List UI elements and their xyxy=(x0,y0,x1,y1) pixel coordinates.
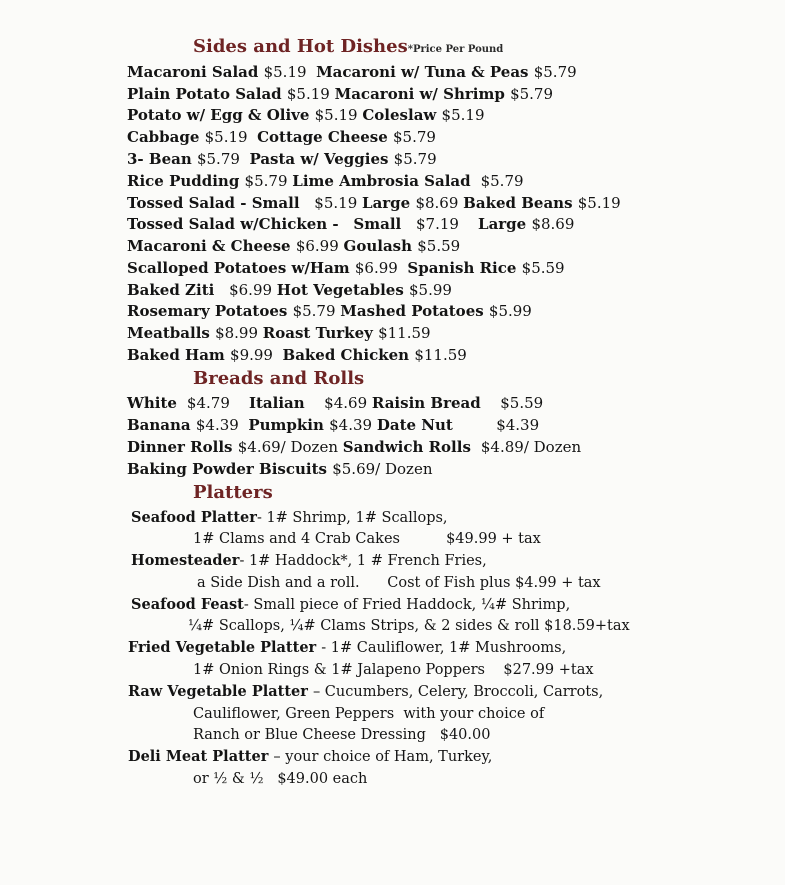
item-detail: $5.79 xyxy=(533,63,577,81)
menu-line xyxy=(131,595,570,615)
item-name: Baked Ham xyxy=(127,346,231,364)
item-name: Hot Vegetables xyxy=(276,281,410,299)
menu-line xyxy=(128,682,603,702)
item-detail: $8.69 xyxy=(531,215,575,233)
item-detail: $5.79 xyxy=(292,302,341,320)
item-detail: a Side Dish and a roll. Cost of Fish plus $4.99 + tax xyxy=(197,575,601,591)
menu-line xyxy=(127,301,532,321)
menu-line xyxy=(127,214,574,234)
item-detail: $11.59 xyxy=(414,346,467,364)
item-name: Macaroni Salad xyxy=(127,63,264,81)
item-name: Pumpkin xyxy=(248,416,330,434)
item-detail: $5.79 xyxy=(393,128,436,146)
item-detail: ¼# Scallops, ¼# Clams Strips, & 2 sides & roll $18.59+tax xyxy=(188,618,630,634)
item-detail: $5.79 xyxy=(510,85,554,103)
menu-line xyxy=(193,660,594,680)
item-name: Large xyxy=(478,215,532,233)
menu-line xyxy=(131,508,448,528)
item-name: 3- Bean xyxy=(127,150,197,168)
item-detail: $5.19 xyxy=(204,128,258,146)
item-detail: $5.79 xyxy=(196,150,250,168)
item-detail: - Small piece of Fried Haddock, ¼# Shrimp, xyxy=(243,597,571,613)
item-name: Fried Vegetable Platter xyxy=(128,639,322,656)
item-name: Baked Ziti xyxy=(127,281,220,299)
item-name: White xyxy=(127,394,183,412)
price-per-pound-note: *Price Per Pound xyxy=(407,44,504,55)
item-detail: or ½ & ½ $49.00 each xyxy=(193,771,368,787)
item-detail: $11.59 xyxy=(378,324,431,342)
item-detail: - 1# Haddock*, 1 # French Fries, xyxy=(239,553,487,569)
item-detail: $5.99 xyxy=(409,281,452,299)
item-name: Rice Pudding xyxy=(127,172,245,190)
item-name: Date Nut xyxy=(376,416,459,434)
item-name: Plain Potato Salad xyxy=(127,85,287,103)
item-detail: $4.69 xyxy=(309,394,372,412)
menu-line xyxy=(127,84,553,104)
menu-line xyxy=(193,529,541,549)
item-name: Macaroni w/ Tuna & Peas xyxy=(316,63,534,81)
menu-line xyxy=(188,616,630,636)
item-name: Macaroni & Cheese xyxy=(127,237,296,255)
menu-line xyxy=(193,725,490,745)
item-name: Coleslaw xyxy=(362,106,442,124)
item-name: Tossed Salad w/Chicken - xyxy=(127,215,344,233)
item-detail: $6.99 xyxy=(354,259,408,277)
item-name: Large xyxy=(362,194,416,212)
item-name: Italian xyxy=(248,394,310,412)
item-detail: $5.59 xyxy=(521,259,565,277)
item-name: Homesteader xyxy=(131,552,240,569)
item-name: Goulash xyxy=(343,237,418,255)
item-name: Potato w/ Egg & Olive xyxy=(127,106,315,124)
item-detail xyxy=(344,215,354,233)
item-name: Spanish Rice xyxy=(407,259,522,277)
item-name: Mashed Potatoes xyxy=(340,302,489,320)
menu-line xyxy=(128,747,492,767)
item-name: Cabbage xyxy=(127,128,205,146)
item-detail: $6.99 xyxy=(295,237,344,255)
item-detail: $5.19 xyxy=(441,106,485,124)
item-detail: $8.99 xyxy=(215,324,263,342)
menu-line xyxy=(127,393,543,413)
menu-line xyxy=(193,704,544,724)
menu-line xyxy=(128,638,566,658)
item-detail: $5.79 xyxy=(475,172,524,190)
sides-heading-text: Sides and Hot Dishes xyxy=(193,36,408,57)
item-name: Pasta w/ Veggies xyxy=(249,150,394,168)
item-detail: – your choice of Ham, Turkey, xyxy=(273,749,493,765)
menu-line xyxy=(127,323,431,343)
item-detail: $5.19 xyxy=(314,106,363,124)
platters-heading: Platters xyxy=(193,482,273,503)
item-name: Seafood Platter xyxy=(131,509,257,526)
menu-line xyxy=(127,62,577,82)
item-detail: Ranch or Blue Cheese Dressing $40.00 xyxy=(193,727,491,743)
item-detail: $5.19 xyxy=(577,194,621,212)
item-name: Scalloped Potatoes w/Ham xyxy=(127,259,355,277)
item-name: Baked Chicken xyxy=(282,346,415,364)
menu-line xyxy=(127,193,621,213)
item-detail: $5.79 xyxy=(244,172,293,190)
item-detail: $5.19 xyxy=(286,85,335,103)
item-name: Macaroni w/ Shrimp xyxy=(334,85,511,103)
menu-line xyxy=(127,236,460,256)
sides-heading xyxy=(193,36,503,61)
menu-line xyxy=(127,415,539,435)
menu-line xyxy=(131,551,487,571)
menu-line xyxy=(127,127,436,147)
item-detail: $4.39 xyxy=(458,416,540,434)
item-name: Lime Ambrosia Salad xyxy=(292,172,476,190)
item-detail: $5.59 xyxy=(417,237,461,255)
item-detail: - 1# Shrimp, 1# Scallops, xyxy=(256,510,448,526)
item-name: Baking Powder Biscuits xyxy=(127,460,333,478)
item-detail: $4.39 xyxy=(329,416,377,434)
menu-line xyxy=(197,573,601,593)
menu-line xyxy=(193,769,367,789)
item-name: Raw Vegetable Platter xyxy=(128,683,313,700)
item-detail: $5.79 xyxy=(393,150,437,168)
item-detail: $4.39 xyxy=(195,416,249,434)
item-name: Dinner Rolls xyxy=(127,438,238,456)
item-name: Meatballs xyxy=(127,324,216,342)
item-detail: $5.19 xyxy=(304,194,363,212)
item-detail: $8.69 xyxy=(415,194,464,212)
item-name: Small xyxy=(353,215,407,233)
item-detail: $4.79 xyxy=(182,394,249,412)
item-name: Baked Beans xyxy=(463,194,578,212)
item-name: Tossed Salad - Small xyxy=(127,194,305,212)
item-name: Raisin Bread xyxy=(371,394,486,412)
item-detail: $5.59 xyxy=(485,394,544,412)
item-detail: – Cucumbers, Celery, Broccoli, Carrots, xyxy=(312,684,604,700)
item-name: Deli Meat Platter xyxy=(128,748,274,765)
item-name: Cottage Cheese xyxy=(257,128,394,146)
item-name: Rosemary Potatoes xyxy=(127,302,293,320)
item-name: Roast Turkey xyxy=(262,324,379,342)
item-name: Seafood Feast xyxy=(131,596,244,613)
item-detail: 1# Onion Rings & 1# Jalapeno Poppers $27.99 +tax xyxy=(193,662,594,678)
menu-line xyxy=(127,345,467,365)
menu-line xyxy=(127,459,432,479)
menu-line xyxy=(127,149,437,169)
item-name: Sandwich Rolls xyxy=(342,438,477,456)
item-detail: $5.69/ Dozen xyxy=(332,460,433,478)
item-detail: $5.99 xyxy=(488,302,532,320)
item-detail: - 1# Cauliflower, 1# Mushrooms, xyxy=(321,640,567,656)
item-detail: 1# Clams and 4 Crab Cakes $49.99 + tax xyxy=(193,531,541,547)
item-detail: $6.99 xyxy=(219,281,277,299)
breads-heading: Breads and Rolls xyxy=(193,368,365,389)
item-name: Banana xyxy=(127,416,196,434)
item-detail: Cauliflower, Green Peppers with your choice of xyxy=(193,706,545,722)
menu-line xyxy=(127,105,485,125)
menu-line xyxy=(127,258,565,278)
item-detail: $7.19 xyxy=(406,215,479,233)
menu-line xyxy=(127,437,581,457)
menu-line xyxy=(127,280,452,300)
item-detail: $5.19 xyxy=(263,63,317,81)
menu-line xyxy=(127,171,524,191)
item-detail: $9.99 xyxy=(230,346,283,364)
item-detail: $4.69/ Dozen xyxy=(237,438,343,456)
item-detail: $4.89/ Dozen xyxy=(476,438,582,456)
